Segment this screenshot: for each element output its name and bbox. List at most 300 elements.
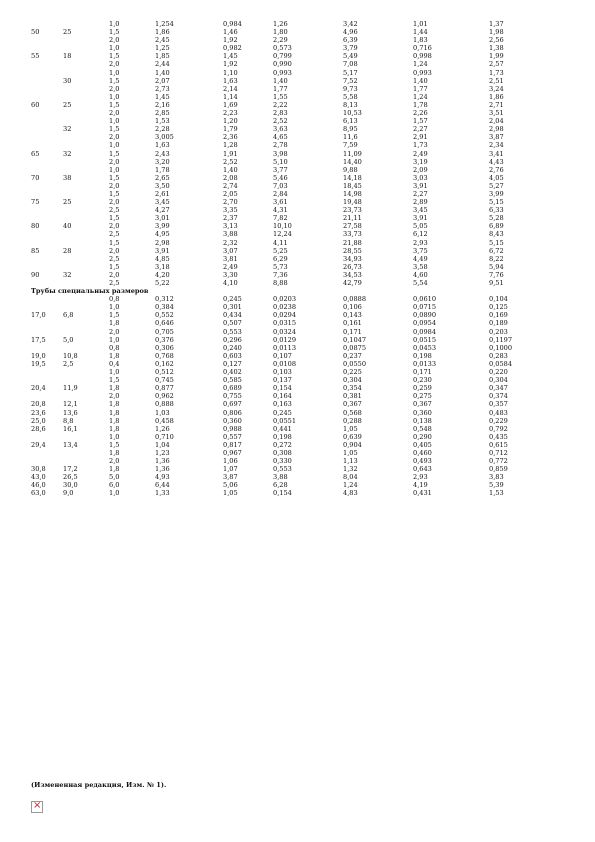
table-cell: 5,28	[489, 214, 504, 223]
table-cell: 0,0133	[413, 359, 437, 368]
table-cell: 1,86	[155, 28, 170, 37]
table-cell: 2,09	[413, 165, 428, 174]
table-cell	[31, 125, 63, 133]
table-cell: 0,162	[155, 359, 174, 368]
table-cell: 4,95	[155, 230, 170, 239]
table-cell: 0,799	[273, 52, 292, 61]
table-cell: 0,0453	[413, 343, 437, 352]
table-cell	[63, 319, 109, 327]
table-cell: 3,99	[155, 222, 170, 231]
table-cell	[31, 303, 63, 311]
table-cell: 5,39	[489, 481, 504, 490]
table-cell	[63, 263, 109, 271]
table-cell: 0,283	[489, 351, 508, 360]
table-cell: 2,0	[109, 222, 120, 231]
table-cell: 4,85	[155, 254, 170, 263]
table-cell: 6,33	[489, 206, 504, 215]
table-cell: 1,23	[155, 448, 170, 457]
table-cell: 75	[31, 198, 40, 207]
table-row	[31, 409, 563, 417]
table-cell: 2,23	[223, 109, 238, 118]
table-cell: 3,13	[223, 222, 238, 231]
table-cell: 0,493	[413, 457, 432, 466]
table-cell: 2,65	[155, 173, 170, 182]
table-cell: 1,5	[109, 214, 120, 223]
table-cell: 0,548	[413, 424, 432, 433]
table-cell: 0,240	[223, 343, 242, 352]
table-row	[31, 182, 563, 190]
table-row	[31, 392, 563, 400]
table-cell: 0,772	[489, 457, 508, 466]
table-row	[31, 473, 563, 481]
table-cell: 5,06	[223, 481, 238, 490]
table-cell	[63, 117, 109, 125]
section-header-row	[31, 287, 563, 295]
table-row	[31, 190, 563, 198]
table-cell: 10,53	[343, 109, 362, 118]
table-cell: 1,40	[413, 76, 428, 85]
table-cell: 1,0	[109, 68, 120, 77]
table-cell: 0,0954	[413, 319, 437, 328]
table-cell: 25	[63, 198, 72, 207]
table-cell: 3,91	[413, 214, 428, 223]
table-cell: 2,89	[413, 198, 428, 207]
table-cell: 2,85	[155, 109, 170, 118]
table-cell: 0,288	[343, 416, 362, 425]
table-cell: 4,19	[413, 481, 428, 490]
table-cell: 1,8	[109, 465, 120, 474]
table-cell: 2,29	[273, 36, 288, 45]
table-cell: 3,005	[155, 133, 174, 142]
table-row	[31, 303, 563, 311]
table-cell: 3,88	[273, 473, 288, 482]
table-cell: 4,96	[343, 28, 358, 37]
table-cell: 1,92	[223, 36, 238, 45]
table-cell: 13,4	[63, 440, 78, 449]
table-cell: 3,88	[223, 230, 238, 239]
table-cell: 0,8	[109, 295, 120, 304]
table-cell: 2,26	[413, 109, 428, 118]
table-cell	[63, 206, 109, 214]
table-cell: 8,43	[489, 230, 504, 239]
table-cell: 0,982	[223, 44, 242, 53]
table-cell: 9,51	[489, 279, 504, 287]
table-cell: 1,36	[155, 457, 170, 466]
table-cell: 1,05	[343, 424, 358, 433]
table-cell: 1,55	[273, 92, 288, 101]
table-cell	[31, 190, 63, 198]
table-cell: 3,91	[413, 181, 428, 190]
table-cell: 1,85	[155, 52, 170, 61]
table-cell: 1,05	[223, 489, 238, 498]
table-cell	[63, 36, 109, 44]
table-cell: 5,49	[343, 52, 358, 61]
table-cell: 6,0	[109, 481, 120, 490]
table-cell: 32	[63, 125, 72, 134]
table-cell: 0,225	[343, 368, 362, 377]
table-cell: 2,05	[223, 189, 238, 198]
table-cell	[31, 376, 63, 384]
table-cell: 0,259	[413, 384, 432, 393]
table-cell: 4,49	[413, 254, 428, 263]
table-cell: 5,17	[343, 68, 358, 77]
table-cell: 0,1197	[489, 335, 513, 344]
table-cell: 1,5	[109, 440, 120, 449]
table-cell: 8,95	[343, 125, 358, 134]
table-row	[31, 214, 563, 222]
table-cell: 0,367	[343, 400, 362, 409]
table-cell: 1,5	[109, 376, 120, 385]
table-row	[31, 368, 563, 376]
table-cell: 10,8	[63, 351, 78, 360]
table-cell: 11,09	[343, 149, 362, 158]
table-cell: 42,79	[343, 279, 362, 287]
table-cell: 2,36	[223, 133, 238, 142]
table-cell: 2,0	[109, 109, 120, 118]
table-row	[31, 352, 563, 360]
table-cell: 2,57	[489, 60, 504, 69]
table-cell: 32	[63, 149, 72, 158]
table-cell: 1,32	[343, 465, 358, 474]
table-cell: 0,507	[223, 319, 242, 328]
table-cell: 4,20	[155, 270, 170, 279]
table-cell: 3,99	[489, 189, 504, 198]
table-cell: 1,92	[223, 60, 238, 69]
table-cell	[63, 392, 109, 400]
broken-image-icon: ×	[33, 800, 42, 811]
table-cell	[31, 319, 63, 327]
table-cell: 0,877	[155, 384, 174, 393]
table-cell	[31, 158, 63, 166]
table-cell	[31, 60, 63, 68]
table-cell: 5,94	[489, 262, 504, 271]
table-cell: 14,40	[343, 157, 362, 166]
table-cell: 0,198	[273, 432, 292, 441]
table-cell: 0,171	[413, 368, 432, 377]
table-cell: 1,77	[413, 84, 428, 93]
table-cell: 2,49	[223, 262, 238, 271]
table-cell: 5,54	[413, 279, 428, 287]
table-row	[31, 376, 563, 384]
table-row	[31, 400, 563, 408]
table-row	[31, 69, 563, 77]
table-cell: 19,48	[343, 198, 362, 207]
table-cell: 1,78	[155, 165, 170, 174]
table-cell	[63, 433, 109, 441]
table-cell: 3,30	[223, 270, 238, 279]
table-cell: 0,312	[155, 295, 174, 304]
table-cell: 1,26	[155, 424, 170, 433]
table-cell: 2,76	[489, 165, 504, 174]
table-cell: 1,10	[223, 68, 238, 77]
table-row	[31, 449, 563, 457]
table-row	[31, 230, 563, 238]
table-row	[31, 360, 563, 368]
table-cell: 1,5	[109, 189, 120, 198]
table-row	[31, 52, 563, 60]
table-cell: 0,460	[413, 448, 432, 457]
table-cell: 4,93	[155, 473, 170, 482]
table-cell: 25,0	[31, 416, 46, 425]
table-cell: 7,08	[343, 60, 358, 69]
table-cell: 3,45	[155, 198, 170, 207]
table-row	[31, 311, 563, 319]
table-cell: 0,817	[223, 440, 242, 449]
table-cell: 2,04	[489, 117, 504, 126]
table-cell: 6,12	[413, 230, 428, 239]
table-cell: 2,34	[489, 141, 504, 150]
table-cell	[63, 182, 109, 190]
table-cell: 8,8	[63, 416, 74, 425]
table-row	[31, 336, 563, 344]
table-cell: 0,164	[273, 392, 292, 401]
table-cell: 1,5	[109, 125, 120, 134]
table-cell: 1,63	[223, 76, 238, 85]
table-row	[31, 101, 563, 109]
table-row	[31, 44, 563, 52]
table-cell: 1,37	[489, 20, 504, 28]
table-row	[31, 247, 563, 255]
table-cell	[63, 303, 109, 311]
table-cell	[31, 457, 63, 465]
table-cell: 0,792	[489, 424, 508, 433]
table-cell: 0,127	[223, 359, 242, 368]
table-row	[31, 319, 563, 327]
table-cell: 0,8	[109, 343, 120, 352]
table-row	[31, 344, 563, 352]
table-cell: 1,45	[223, 52, 238, 61]
table-cell: 2,61	[155, 189, 170, 198]
table-cell: 1,24	[413, 60, 428, 69]
table-cell	[63, 344, 109, 352]
table-cell: 0,0315	[273, 319, 297, 328]
table-cell: 0,189	[489, 319, 508, 328]
table-cell: 0,330	[273, 457, 292, 466]
table-cell: 1,53	[489, 489, 504, 498]
table-cell: 11,6	[343, 133, 358, 142]
table-cell: 1,8	[109, 400, 120, 409]
table-cell: 17,0	[31, 311, 46, 320]
table-cell: 2,52	[273, 117, 288, 126]
table-cell	[63, 295, 109, 303]
table-cell: 1,69	[223, 100, 238, 109]
table-cell: 0,376	[155, 335, 174, 344]
table-cell: 43,0	[31, 473, 46, 482]
table-cell: 0,381	[343, 392, 362, 401]
table-row	[31, 20, 563, 28]
table-cell: 0,806	[223, 408, 242, 417]
table-cell: 2,0	[109, 457, 120, 466]
table-cell: 4,11	[273, 238, 288, 247]
table-cell: 0,888	[155, 400, 174, 409]
table-cell: 1,14	[223, 92, 238, 101]
table-cell: 2,16	[155, 100, 170, 109]
table-cell: 2,08	[223, 173, 238, 182]
table-cell: 0,990	[273, 60, 292, 69]
table-cell	[63, 166, 109, 174]
table-cell: 1,44	[413, 28, 428, 37]
table-cell: 1,0	[109, 44, 120, 53]
table-row	[31, 117, 563, 125]
table-row	[31, 481, 563, 489]
table-cell: 0,1000	[489, 343, 513, 352]
table-cell: 2,84	[273, 189, 288, 198]
table-cell: 5,15	[489, 238, 504, 247]
table-cell: 25	[63, 28, 72, 37]
table-cell: 2,43	[155, 149, 170, 158]
table-cell	[31, 133, 63, 141]
table-cell: 1,45	[155, 92, 170, 101]
table-cell: 5,05	[413, 222, 428, 231]
table-row	[31, 433, 563, 441]
table-row	[31, 465, 563, 473]
table-row	[31, 198, 563, 206]
table-cell: 7,36	[273, 270, 288, 279]
table-cell	[31, 239, 63, 247]
table-cell: 5,25	[273, 246, 288, 255]
table-cell: 0,0515	[413, 335, 437, 344]
table-cell: 1,05	[343, 448, 358, 457]
table-cell: 2,49	[413, 149, 428, 158]
table-row	[31, 125, 563, 133]
table-cell	[63, 279, 109, 287]
table-row	[31, 28, 563, 36]
table-cell: 29,4	[31, 440, 46, 449]
table-cell	[31, 449, 63, 457]
table-cell: 0,104	[489, 295, 508, 304]
table-row	[31, 36, 563, 44]
table-cell	[63, 449, 109, 457]
table-cell: 60	[31, 100, 40, 109]
table-cell: 0,154	[273, 489, 292, 498]
table-cell	[31, 214, 63, 222]
footnote: (Измененная редакция, Изм. № 1).	[31, 781, 167, 789]
table-cell: 0,993	[413, 68, 432, 77]
table-cell: 28	[63, 246, 72, 255]
table-cell: 1,99	[489, 52, 504, 61]
table-cell: 0,106	[343, 303, 362, 312]
table-cell	[63, 60, 109, 68]
table-cell: 2,52	[223, 157, 238, 166]
table-row	[31, 109, 563, 117]
table-cell: 0,171	[343, 327, 362, 336]
table-cell	[63, 255, 109, 263]
table-cell: 0,0550	[343, 359, 367, 368]
table-row	[31, 166, 563, 174]
table-cell	[63, 368, 109, 376]
table-cell: 4,43	[489, 157, 504, 166]
table-cell: 1,25	[155, 44, 170, 53]
table-cell: 0,275	[413, 392, 432, 401]
table-cell: 1,73	[489, 68, 504, 77]
table-cell: 1,8	[109, 448, 120, 457]
table-cell: 1,0	[109, 165, 120, 174]
table-cell: 6,72	[489, 246, 504, 255]
table-cell: 0,354	[343, 384, 362, 393]
table-cell: 1,78	[413, 100, 428, 109]
table-cell: 0,552	[155, 311, 174, 320]
table-cell: 3,63	[273, 125, 288, 134]
table-row	[31, 222, 563, 230]
table-cell: 3,50	[155, 181, 170, 190]
table-cell: 0,585	[223, 376, 242, 385]
table-cell: 20,4	[31, 384, 46, 393]
table-cell: 4,65	[273, 133, 288, 142]
table-cell: 0,357	[489, 400, 508, 409]
table-cell: 8,13	[343, 100, 358, 109]
table-cell: 3,79	[343, 44, 358, 53]
table-cell: 1,40	[273, 76, 288, 85]
table-cell: 0,169	[489, 311, 508, 320]
table-cell: 0,962	[155, 392, 174, 401]
table-row	[31, 279, 563, 287]
table-cell: 0,0890	[413, 311, 437, 320]
table-cell: 3,20	[155, 157, 170, 166]
table-cell: 1,0	[109, 335, 120, 344]
table-cell: 1,40	[223, 165, 238, 174]
table-cell: 1,33	[155, 489, 170, 498]
table-cell: 3,18	[155, 262, 170, 271]
table-cell: 3,24	[489, 84, 504, 93]
table-cell: 23,73	[343, 206, 362, 215]
table-cell: 2,0	[109, 392, 120, 401]
table-cell: 0,643	[413, 465, 432, 474]
table-cell: 0,441	[273, 424, 292, 433]
table-cell: 3,03	[413, 173, 428, 182]
table-cell: 65	[31, 149, 40, 158]
table-cell: 50	[31, 28, 40, 37]
table-cell: 0,245	[223, 295, 242, 304]
table-cell: 0,705	[155, 327, 174, 336]
table-cell: 0,0888	[343, 295, 367, 304]
table-cell: 7,82	[273, 214, 288, 223]
table-cell: 30,0	[63, 481, 78, 490]
table-cell: 0,161	[343, 319, 362, 328]
table-cell: 80	[31, 222, 40, 231]
table-cell	[31, 344, 63, 352]
table-cell: 0,0875	[343, 343, 367, 352]
table-cell: 1,86	[489, 92, 504, 101]
table-cell: 3,61	[273, 198, 288, 207]
table-cell	[31, 279, 63, 287]
table-cell	[31, 230, 63, 238]
table-cell	[63, 44, 109, 52]
table-cell: 0,308	[273, 448, 292, 457]
table-cell: 1,46	[223, 28, 238, 37]
table-cell: 1,77	[273, 84, 288, 93]
table-cell: 0,4	[109, 359, 120, 368]
table-cell: 6,39	[343, 36, 358, 45]
table-cell: 3,45	[413, 206, 428, 215]
table-cell	[31, 392, 63, 400]
table-row	[31, 441, 563, 449]
table-cell: 2,0	[109, 198, 120, 207]
table-cell: 0,384	[155, 303, 174, 312]
table-cell: 30,8	[31, 465, 46, 474]
table-cell	[31, 206, 63, 214]
table-cell: 12,24	[273, 230, 292, 239]
table-cell: 3,42	[343, 20, 358, 28]
table-cell: 1,80	[273, 28, 288, 37]
table-cell: 0,646	[155, 319, 174, 328]
table-cell: 0,107	[273, 351, 292, 360]
table-cell: 1,0	[109, 141, 120, 150]
table-cell	[63, 20, 109, 28]
table-cell: 23,6	[31, 408, 46, 417]
table-cell	[31, 109, 63, 117]
table-cell: 0,768	[155, 351, 174, 360]
table-cell: 6,28	[273, 481, 288, 490]
